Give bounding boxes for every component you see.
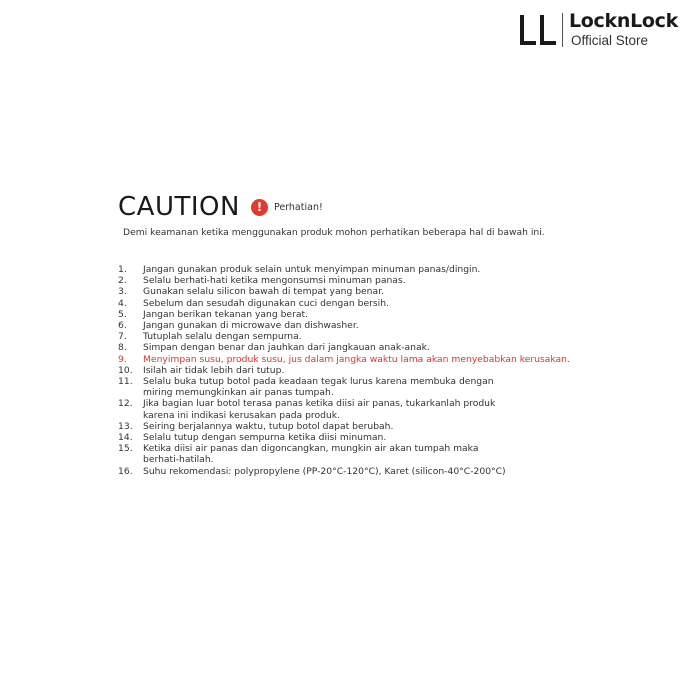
caution-intro: Demi keamanan ketika menggunakan produk mohon perhatikan beberapa hal di bawah ini. <box>123 227 545 238</box>
item-text: Isilah air tidak lebih dari tutup. <box>143 364 285 376</box>
item-text: Jangan berikan tekanan yang berat. <box>143 308 309 320</box>
list-item <box>118 365 618 376</box>
item-text: Jangan gunakan di microwave dan dishwasher. <box>143 320 359 332</box>
brand-subtitle: Official Store <box>571 33 649 48</box>
item-number: 14. <box>118 432 133 444</box>
item-number: 13. <box>118 420 133 432</box>
item-number: 10. <box>118 364 133 376</box>
list-item <box>118 376 618 398</box>
brand-name: LocknLock <box>569 10 678 32</box>
item-number: 6. <box>118 320 127 332</box>
item-text: Selalu buka tutup botol pada keadaan tegak lurus karena membuka dengan miring memungkinkan air panas tumpah. <box>143 376 494 399</box>
caution-header <box>118 192 323 222</box>
list-item <box>118 286 618 297</box>
list-item <box>118 264 618 275</box>
item-number: 8. <box>118 342 127 354</box>
item-text: Seiring berjalannya waktu, tutup botol dapat berubah. <box>143 420 394 432</box>
item-text: Sebelum dan sesudah digunakan cuci dengan bersih. <box>143 297 389 309</box>
item-text: Ketika diisi air panas dan digoncangkan, mungkin air akan tumpah maka berhati-hatilah. <box>143 443 479 466</box>
item-number: 9. <box>118 353 127 365</box>
list-item <box>118 421 618 432</box>
item-text: Jika bagian luar botol terasa panas ketika diisi air panas, tukarkanlah produk karena ini indikasi kerusakan pada produk. <box>143 398 496 421</box>
list-item <box>118 320 618 331</box>
list-item <box>118 354 618 365</box>
item-number: 3. <box>118 286 127 298</box>
item-number: 15. <box>118 443 133 455</box>
item-number: 7. <box>118 331 127 343</box>
item-text: Suhu rekomendasi: polypropylene (PP-20°C-120°C), Karet (silicon-40°C-200°C) <box>143 465 506 477</box>
item-text: Simpan dengan benar dan jauhkan dari jangkauan anak-anak. <box>143 342 430 354</box>
item-number: 4. <box>118 297 127 309</box>
list-item <box>118 398 618 420</box>
list-item <box>118 466 618 477</box>
list-item <box>118 275 618 286</box>
item-number: 1. <box>118 264 127 275</box>
item-text: Menyimpan susu, produk susu, jus dalam jangka waktu lama akan menyebabkan kerusakan. <box>143 353 570 365</box>
item-text: Jangan gunakan produk selain untuk menyimpan minuman panas/dingin. <box>143 264 481 275</box>
item-text: Gunakan selalu silicon bawah di tempat yang benar. <box>143 286 384 298</box>
caution-title: CAUTION <box>118 192 240 222</box>
item-number: 2. <box>118 275 127 287</box>
caution-subtitle: Perhatian! <box>273 201 323 213</box>
item-number: 12. <box>118 398 133 410</box>
item-number: 5. <box>118 308 127 320</box>
caution-list <box>118 264 618 477</box>
item-text: Tutuplah selalu dengan sempurna. <box>143 331 302 343</box>
list-item <box>118 309 618 320</box>
brand-text <box>569 12 678 48</box>
item-text: Selalu tutup dengan sempurna ketika diisi minuman. <box>143 432 387 444</box>
item-text: Selalu berhati-hati ketika mengonsumsi minuman panas. <box>143 275 406 287</box>
locknlock-logo-icon <box>517 13 561 47</box>
list-item <box>118 298 618 309</box>
list-item <box>118 342 618 353</box>
list-item <box>118 432 618 443</box>
item-number: 16. <box>118 465 133 477</box>
list-item <box>118 443 618 465</box>
brand-logo <box>517 12 678 48</box>
brand-divider <box>562 13 563 47</box>
exclamation-icon: ! <box>251 199 268 216</box>
list-item <box>118 331 618 342</box>
item-number: 11. <box>118 376 133 388</box>
